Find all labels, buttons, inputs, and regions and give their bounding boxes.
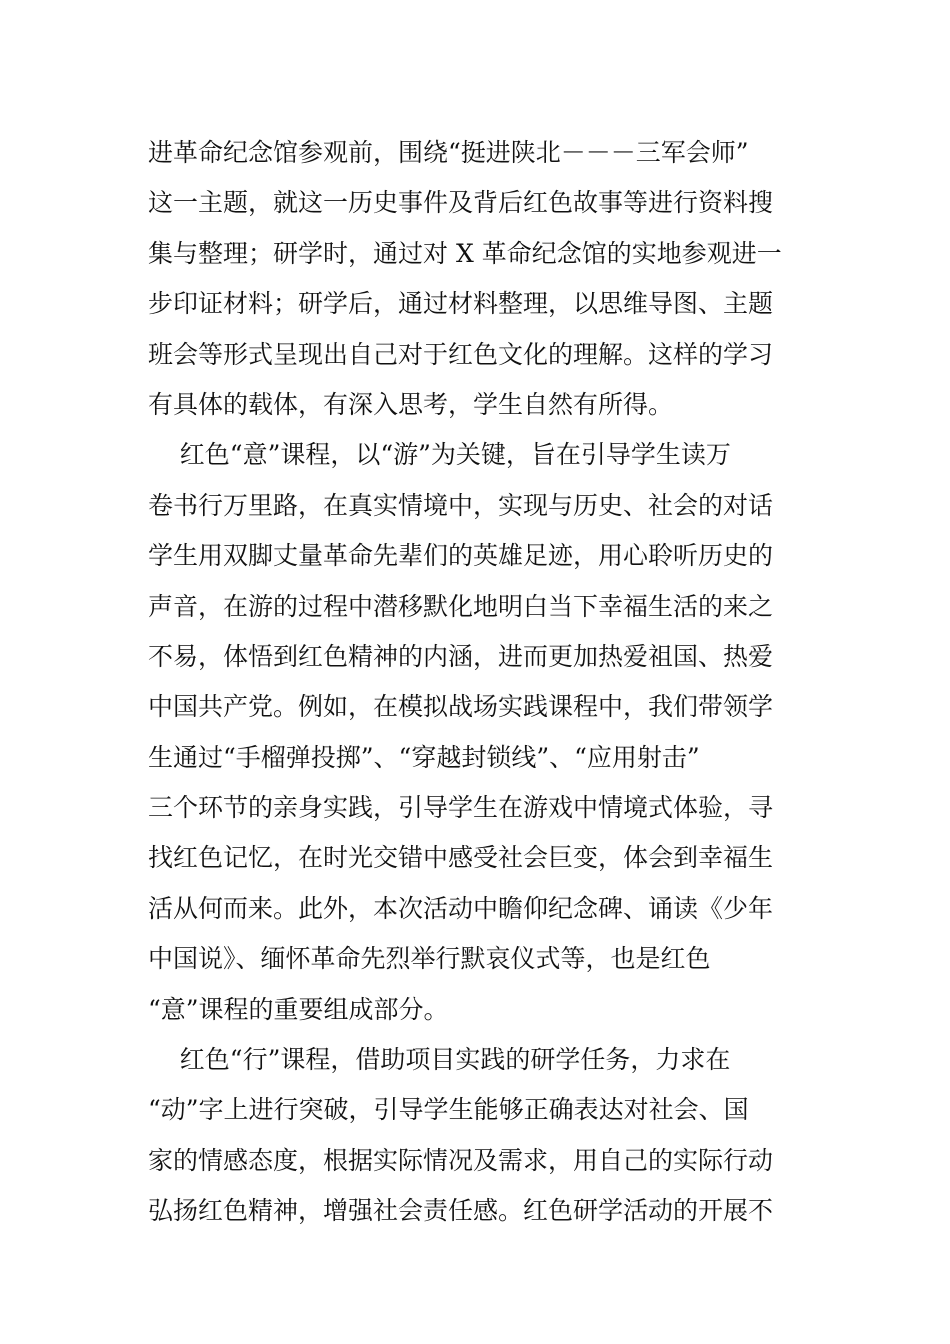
text-line-19: 红色“行”课程，借助项目实践的研学任务，力求在: [148, 1045, 731, 1075]
text-line-10: 声音，在游的过程中潜移默化地明白当下幸福生活的来之: [148, 591, 774, 621]
text-line-7: 红色“意”课程，以“游”为关键，旨在引导学生读万: [148, 440, 731, 470]
text-line-6: 有具体的载体，有深入思考，学生自然有所得。: [148, 389, 674, 419]
text-line-21: 家的情感态度，根据实际情况及需求，用自己的实际行动: [148, 1145, 774, 1175]
text-line-3: 集与整理；研学时，通过对 X 革命纪念馆的实地参观进一: [148, 238, 782, 268]
document-body: [148, 128, 818, 1237]
text-line-17: 中国说》、缅怀革命先烈举行默哀仪式等，也是红色: [148, 944, 711, 974]
text-line-16: 活从何而来。此外，本次活动中瞻仰纪念碑、诵读《少年: [148, 893, 774, 923]
text-line-15: 找红色记忆，在时光交错中感受社会巨变，体会到幸福生: [148, 843, 774, 873]
text-line-9: 学生用双脚丈量革命先辈们的英雄足迹，用心聆听历史的: [148, 541, 774, 571]
text-line-5: 班会等形式呈现出自己对于红色文化的理解。这样的学习: [148, 339, 774, 369]
text-line-2: 这一主题，就这一历史事件及背后红色故事等进行资料搜: [148, 188, 774, 218]
text-line-11: 不易，体悟到红色精神的内涵，进而更加热爱祖国、热爱: [148, 641, 774, 671]
text-line-22: 弘扬红色精神，增强社会责任感。红色研学活动的开展不: [148, 1196, 774, 1226]
text-line-14: 三个环节的亲身实践，引导学生在游戏中情境式体验，寻: [148, 793, 774, 823]
text-line-8: 卷书行万里路，在真实情境中，实现与历史、社会的对话: [148, 490, 774, 520]
text-line-13: 生通过“手榴弹投掷”、“穿越封锁线”、“应用射击”: [148, 742, 700, 772]
text-line-18: “意”课程的重要组成部分。: [148, 994, 449, 1024]
text-line-20: “动”字上进行突破，引导学生能够正确表达对社会、国: [148, 1095, 749, 1125]
text-line-1: 进革命纪念馆参观前，围绕“挺进陕北－－－三军会师”: [148, 138, 749, 167]
text-line-4: 步印证材料；研学后，通过材料整理，以思维导图、主题: [148, 289, 774, 319]
text-line-12: 中国共产党。例如，在模拟战场实践课程中，我们带领学: [148, 692, 774, 722]
